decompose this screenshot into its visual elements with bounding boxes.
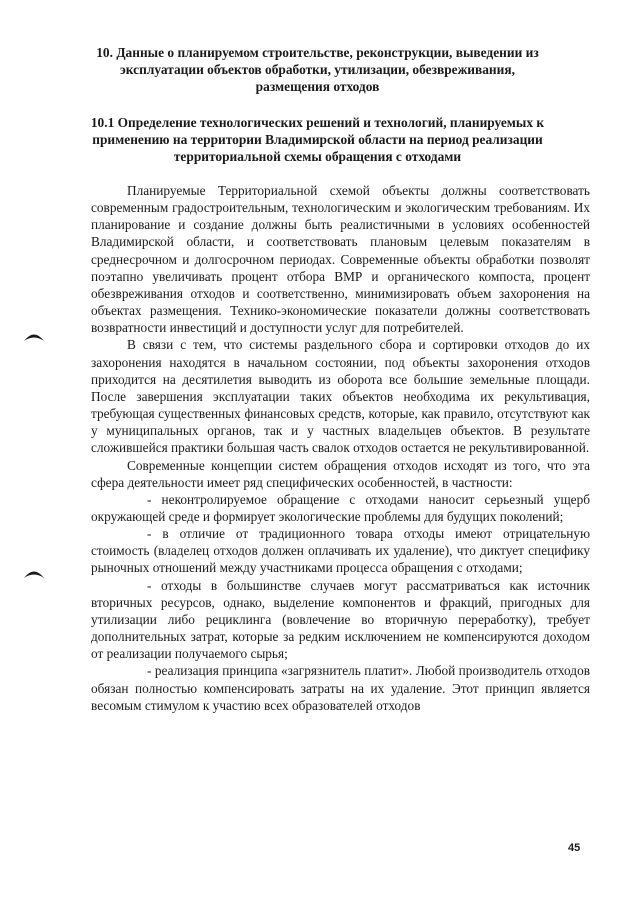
page-number: 45: [568, 842, 581, 854]
list-item: - неконтролируемое обращение с отходами наносит серьезный ущерб окружающей среде и формирует экологические проблемы для будущих поколений;: [91, 491, 590, 524]
list-item: - в отличие от традиционного товара отходы имеют отрицательную стоимость (владелец отходов должен оплачивать их удаление), что диктует специфику рыночных отношений между участниками процесса обращения с отходами;: [91, 526, 590, 576]
section-heading: 10. Данные о планируемом строительстве, реконструкции, выведении из эксплуатации объектов обработки, утилизации, обезвреживания, размещения отходов: [96, 45, 539, 95]
binder-hole-mark-icon: [22, 329, 46, 343]
subsection-heading: 10.1 Определение технологических решений и технологий, планируемых к применению на территории Владимирской области на период реализации территориальной схемы обращения с отходами: [90, 115, 545, 165]
body-text: [91, 182, 590, 714]
paragraph: Планируемые Территориальной схемой объекты должны соответствовать современным градостроительным, технологическим и экологическим требованиям. Их планирование и создание должны быть реалистичными в условиях особенностей Владимирской области, и соответствовать плановым целевым показателям в среднесрочном и долгосрочном периодах. Современные объекты обработки позволят поэтапно увеличивать процент отбора ВМР и органического компоста, процент обезвреживания отходов и соответственно, минимизировать объем захоронения на объектах размещения. Технико-экономические показатели должны соответствовать возвратности инвестиций и доступности услуг для потребителей.: [91, 183, 590, 336]
list-item: - отходы в большинстве случаев могут рассматриваться как источник вторичных ресурсов, однако, выделение компонентов и фракций, пригодных для утилизации либо рециклинга (вовлечение во вторичную переработку), требует дополнительных затрат, которые за редким исключением не компенсируются доходом от реализации получаемого сырья;: [91, 577, 590, 662]
paragraph: В связи с тем, что системы раздельного сбора и сортировки отходов до их захоронения находятся в начальном состоянии, под объекты захоронения отходов приходится на десятилетия выводить из оборота все большие земельные площади. После завершения эксплуатации таких объектов необходима их рекультивация, требующая существенных финансовых средств, которые, как правило, отсутствуют как у муниципальных органов, так и у частных владельцев объектов. В результате сложившейся практики большая часть свалок отходов остается не рекультивированной.: [91, 337, 590, 456]
binder-hole-mark-icon: [22, 566, 46, 580]
paragraph: Современные концепции систем обращения отходов исходят из того, что эта сфера деятельности имеет ряд специфических особенностей, в частности:: [91, 457, 590, 490]
list-item: - реализация принципа «загрязнитель платит». Любой производитель отходов обязан полностью компенсировать затраты на их удаление. Этот принцип является весомым стимулом к участию всех образователей отходов: [91, 663, 590, 713]
